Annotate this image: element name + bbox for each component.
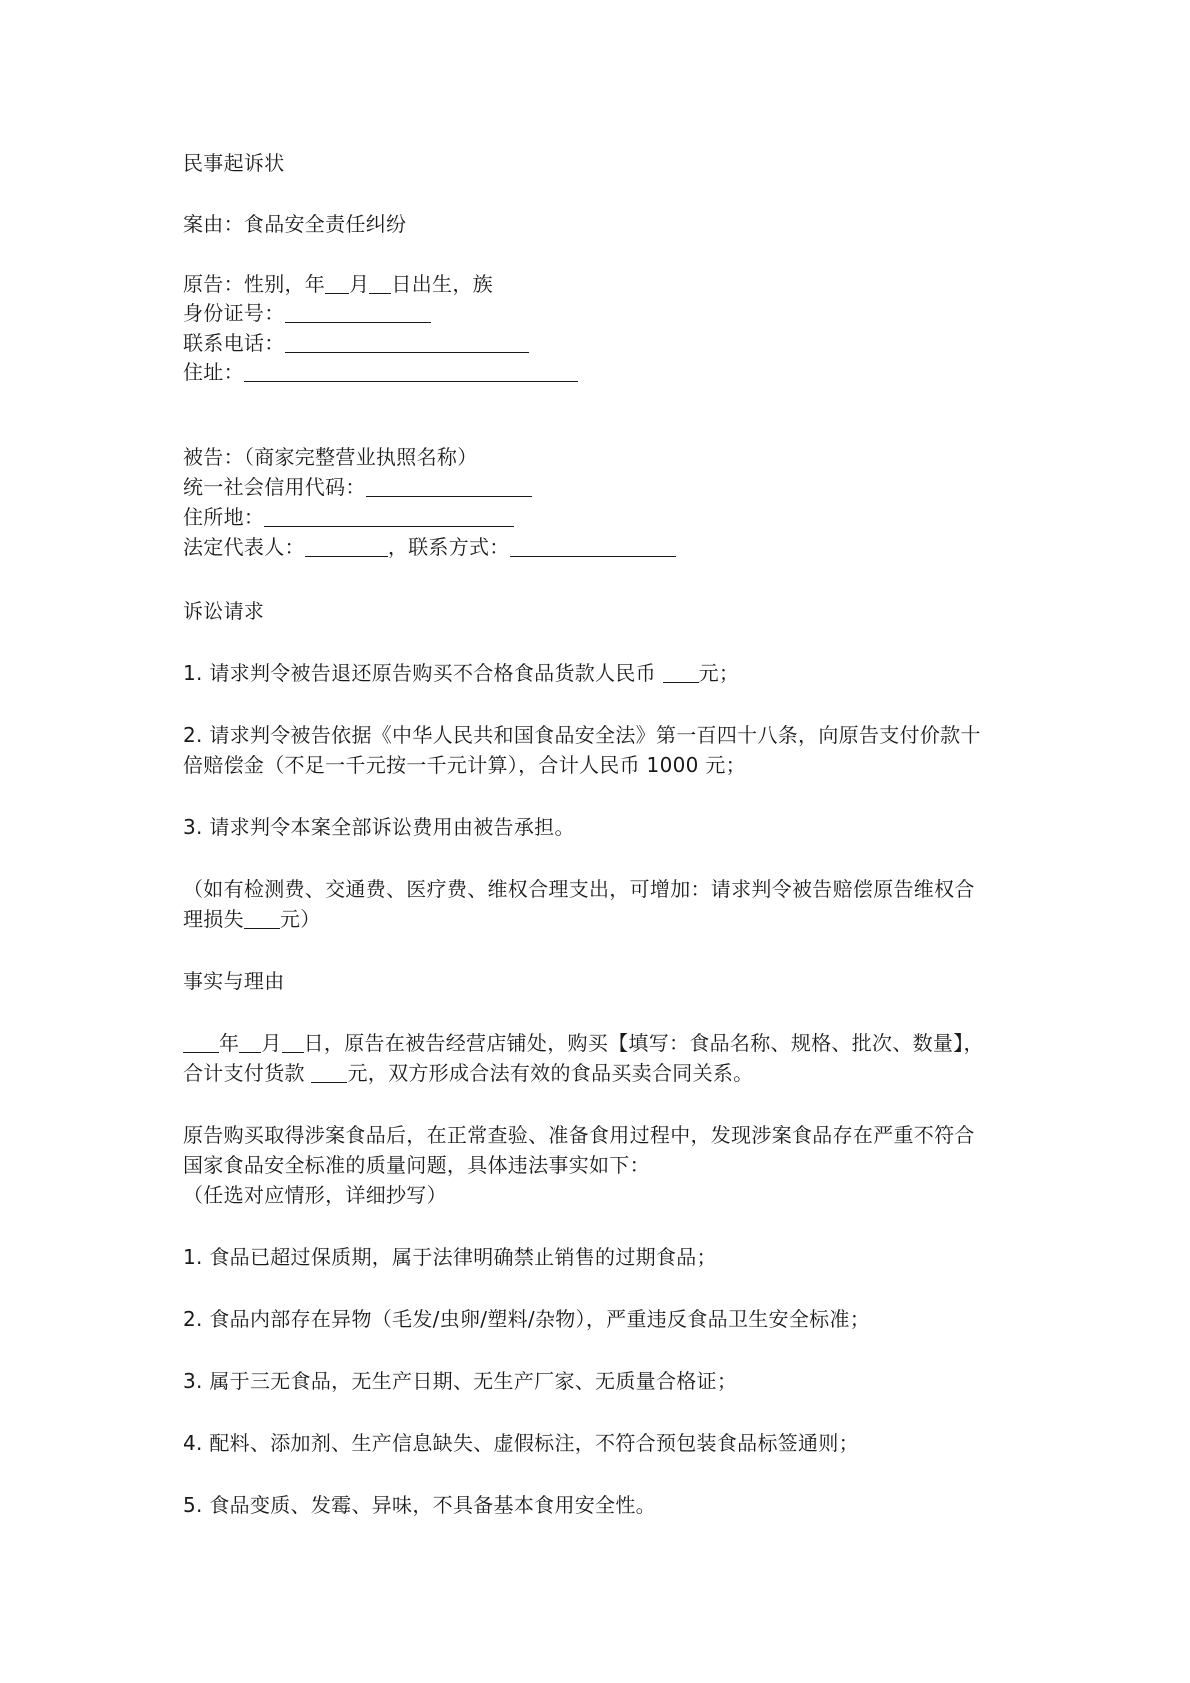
blank-day	[369, 273, 391, 294]
note-prefix: 理损失	[183, 907, 244, 931]
facts-year: 年	[219, 1031, 240, 1055]
facts-month: 月	[261, 1031, 282, 1055]
blank-phone	[285, 332, 529, 353]
facts-item-2: 2. 食品内部存在异物（毛发/虫卵/塑料/杂物），严重违反食品卫生安全标准；	[183, 1307, 871, 1331]
blank-month	[325, 273, 349, 294]
blank-purchase-day	[282, 1032, 304, 1053]
plaintiff-id-line	[183, 300, 431, 326]
facts-paragraph-2-line-1: 原告购买取得涉案食品后，在正常查验、准备食用过程中，发现涉案食品存在严重不符合	[183, 1123, 975, 1147]
claim-1-text: 1. 请求判令被告退还原告购买不合格食品货款人民币	[183, 661, 663, 685]
blank-id-number	[285, 302, 431, 323]
claim-item-3: 3. 请求判令本案全部诉讼费用由被告承担。	[183, 815, 575, 839]
plaintiff-basic-info	[183, 271, 493, 297]
plaintiff-info-prefix: 原告：性别，年	[183, 272, 326, 296]
facts-paragraph-1-line-1	[183, 1030, 984, 1056]
claim-item-2-line-1: 2. 请求判令被告依据《中华人民共和国食品安全法》第一百四十八条，向原告支付价款十	[183, 723, 981, 747]
defendant-name: 被告：（商家完整营业执照名称）	[183, 445, 478, 469]
blank-domicile	[264, 506, 514, 527]
facts-payment-suffix: 元，双方形成合法有效的食品买卖合同关系。	[347, 1061, 754, 1085]
plaintiff-phone-label: 联系电话：	[183, 331, 285, 355]
domicile-label: 住所地：	[183, 505, 265, 529]
blank-credit-code	[366, 476, 532, 497]
blank-legal-rep	[305, 536, 388, 557]
claim-item-2-line-2: 倍赔偿金（不足一千元按一千元计算），合计人民币 1000 元；	[183, 753, 746, 777]
claims-heading: 诉讼请求	[183, 599, 265, 623]
plaintiff-info-suffix: 日出生，族	[391, 272, 493, 296]
blank-purchase-month	[239, 1032, 261, 1053]
facts-heading: 事实与理由	[183, 969, 285, 993]
claims-note-line-2	[183, 906, 321, 932]
plaintiff-address-label: 住址：	[183, 360, 244, 384]
case-cause: 案由：食品安全责任纠纷	[183, 212, 407, 236]
blank-payment-amount	[311, 1062, 347, 1083]
facts-paragraph-2-line-2: 国家食品安全标准的质量问题，具体违法事实如下：	[183, 1153, 650, 1177]
defendant-credit-code-line	[183, 474, 532, 500]
legal-rep-label: 法定代表人：	[183, 535, 305, 559]
claim-1-suffix: 元；	[698, 661, 740, 685]
defendant-domicile-line	[183, 504, 514, 530]
facts-payment-prefix: 合计支付货款	[183, 1061, 312, 1085]
blank-loss-amount	[244, 908, 280, 929]
contact-label: ，联系方式：	[387, 535, 510, 559]
plaintiff-address-line	[183, 359, 578, 385]
blank-contact	[510, 536, 676, 557]
defendant-legal-rep-line	[183, 534, 676, 560]
facts-item-3: 3. 属于三无食品，无生产日期、无生产厂家、无质量合格证；	[183, 1369, 738, 1393]
claims-note-line-1: （如有检测费、交通费、医疗费、维权合理支出，可增加：请求判令被告赔偿原告维权合	[183, 877, 975, 901]
facts-paragraph-1-line-2	[183, 1060, 753, 1086]
claim-item-1	[183, 660, 739, 686]
facts-rest: 日，原告在被告经营店铺处，购买【填写：食品名称、规格、批次、数量】，	[303, 1031, 984, 1055]
blank-address	[244, 361, 578, 382]
facts-item-4: 4. 配料、添加剂、生产信息缺失、虚假标注，不符合预包装食品标签通则；	[183, 1431, 859, 1455]
plaintiff-info-mid: 月	[349, 272, 370, 296]
note-suffix: 元）	[279, 907, 321, 931]
credit-code-label: 统一社会信用代码：	[183, 475, 366, 499]
blank-year	[183, 1032, 219, 1053]
plaintiff-id-label: 身份证号：	[183, 301, 285, 325]
facts-item-1: 1. 食品已超过保质期，属于法律明确禁止销售的过期食品；	[183, 1245, 717, 1269]
document-title: 民事起诉状	[183, 151, 285, 175]
facts-item-5: 5. 食品变质、发霉、异味，不具备基本食用安全性。	[183, 1493, 656, 1517]
blank-amount-1	[663, 662, 699, 683]
facts-paragraph-2-line-3: （任选对应情形，详细抄写）	[183, 1183, 447, 1207]
plaintiff-phone-line	[183, 330, 529, 356]
